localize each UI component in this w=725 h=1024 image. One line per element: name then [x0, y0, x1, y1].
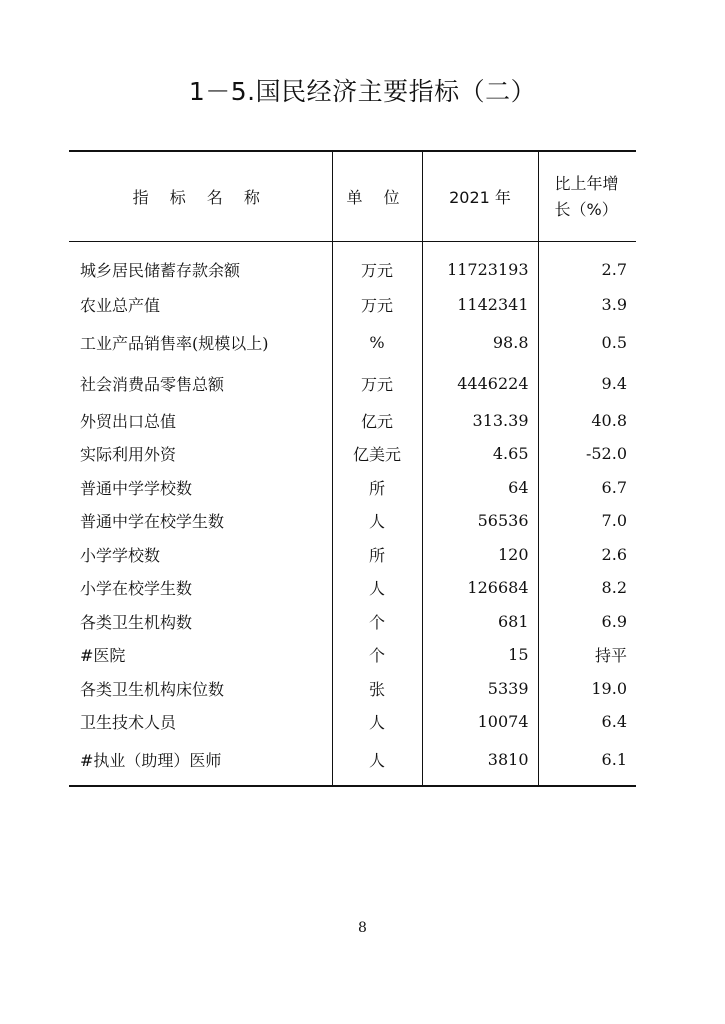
row-growth: 6.9	[601, 611, 627, 631]
row-unit: 人	[332, 705, 422, 739]
row-unit: 张	[332, 672, 422, 706]
table-row	[69, 288, 636, 322]
table-row	[69, 739, 636, 786]
row-value: 11723193	[422, 242, 538, 289]
header-year: 2021 年	[422, 151, 538, 242]
row-growth: 6.7	[601, 477, 627, 497]
row-growth: 19.0	[591, 678, 627, 698]
row-unit: 亿美元	[332, 437, 422, 471]
row-value: 120	[422, 538, 538, 572]
row-name: 小学在校学生数	[69, 571, 332, 605]
row-unit: 万元	[332, 288, 422, 322]
row-unit: 亿元	[332, 404, 422, 438]
header-unit: 单 位	[332, 151, 422, 242]
row-unit: %	[332, 322, 422, 363]
row-name: 实际利用外资	[69, 437, 332, 471]
row-unit: 人	[332, 504, 422, 538]
row-name: 普通中学在校学生数	[69, 504, 332, 538]
indicators-table	[69, 150, 636, 787]
row-growth: 2.6	[601, 544, 627, 564]
row-value: 15	[422, 638, 538, 672]
row-unit: 人	[332, 571, 422, 605]
row-name: #医院	[69, 638, 332, 672]
row-name: 各类卫生机构床位数	[69, 672, 332, 706]
row-unit: 所	[332, 538, 422, 572]
row-value: 4446224	[422, 363, 538, 404]
row-growth: 持平	[594, 646, 627, 666]
table-row	[69, 705, 636, 739]
row-growth: 6.1	[538, 739, 636, 786]
row-value: 313.39	[422, 404, 538, 438]
row-growth: 2.7	[601, 259, 627, 279]
row-value: 64	[422, 471, 538, 505]
row-name: 外贸出口总值	[69, 404, 332, 438]
row-name: 工业产品销售率(规模以上)	[69, 322, 332, 363]
page-number: 8	[358, 920, 367, 936]
table-row	[69, 538, 636, 572]
table-row	[69, 638, 636, 672]
row-unit: 个	[332, 638, 422, 672]
header-growth-line1: 比上年增	[554, 173, 619, 193]
row-name: #执业（助理）医师	[69, 739, 332, 786]
table-row	[69, 672, 636, 706]
row-unit: 人	[332, 739, 422, 786]
row-name: 社会消费品零售总额	[69, 363, 332, 404]
row-value: 126684	[422, 571, 538, 605]
header-growth-line2: 长（%）	[554, 199, 618, 219]
row-name: 各类卫生机构数	[69, 605, 332, 639]
page-title: 1－5.国民经济主要指标（二）	[188, 77, 537, 106]
row-growth: 40.8	[591, 410, 627, 430]
row-value: 681	[422, 605, 538, 639]
row-name: 农业总产值	[69, 288, 332, 322]
row-name: 小学学校数	[69, 538, 332, 572]
table-row	[69, 242, 636, 289]
table-row	[69, 605, 636, 639]
row-unit: 万元	[332, 242, 422, 289]
row-name: 卫生技术人员	[69, 705, 332, 739]
row-growth: 6.4	[601, 712, 627, 732]
row-growth: 3.9	[601, 295, 627, 315]
row-growth: -52.0	[585, 444, 627, 464]
table-row	[69, 471, 636, 505]
header-growth	[538, 151, 636, 242]
row-value: 5339	[422, 672, 538, 706]
row-value: 98.8	[422, 322, 538, 363]
header-indicator-name: 指 标 名 称	[69, 151, 332, 242]
table-row	[69, 571, 636, 605]
row-value: 10074	[422, 705, 538, 739]
row-growth: 9.4	[601, 373, 627, 393]
row-value: 56536	[422, 504, 538, 538]
table-header-row	[69, 151, 636, 242]
row-growth: 7.0	[601, 511, 627, 531]
table-row	[69, 404, 636, 438]
row-value: 1142341	[422, 288, 538, 322]
row-value: 3810	[422, 739, 538, 786]
row-name: 普通中学学校数	[69, 471, 332, 505]
row-growth: 8.2	[601, 578, 627, 598]
row-unit: 万元	[332, 363, 422, 404]
table-row	[69, 363, 636, 404]
row-name: 城乡居民储蓄存款余额	[69, 242, 332, 289]
row-value: 4.65	[422, 437, 538, 471]
row-growth: 0.5	[601, 332, 627, 352]
table-row	[69, 504, 636, 538]
table-row	[69, 322, 636, 363]
table-row	[69, 437, 636, 471]
row-unit: 所	[332, 471, 422, 505]
row-unit: 个	[332, 605, 422, 639]
